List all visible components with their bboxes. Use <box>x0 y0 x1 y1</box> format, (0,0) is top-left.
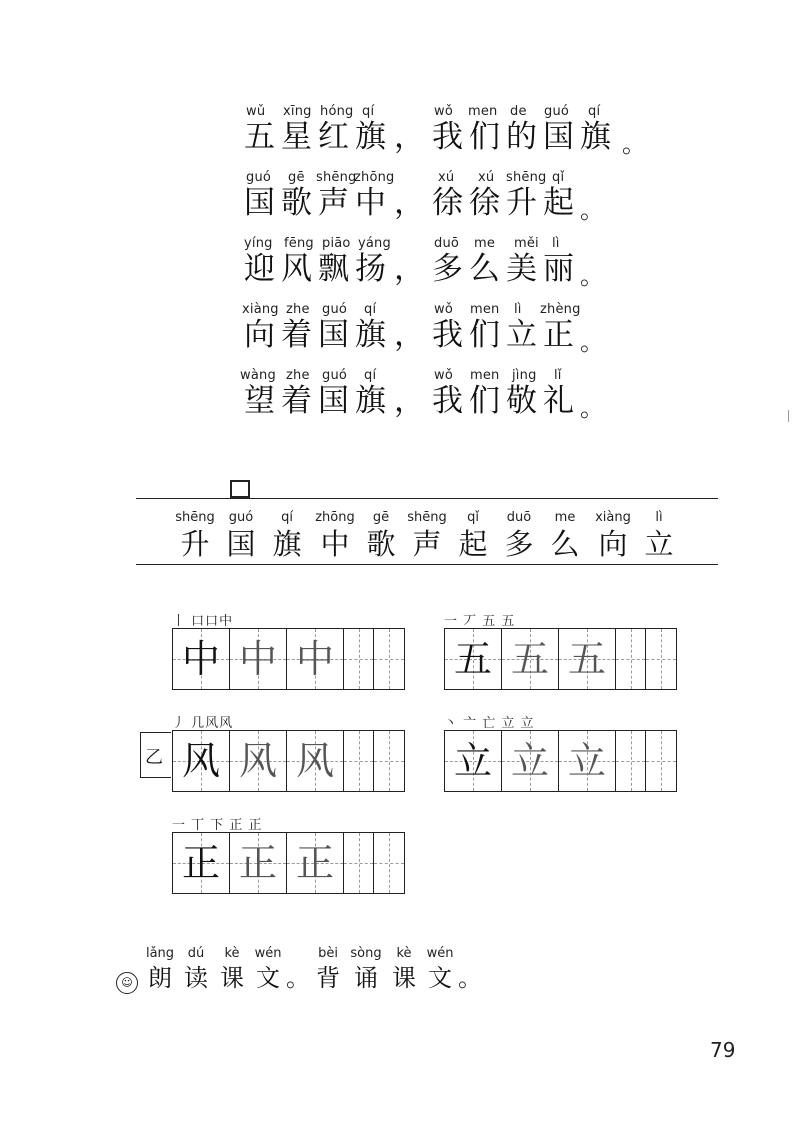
trace-char: 五 <box>510 637 549 681</box>
grid-cell-empty[interactable] <box>646 629 676 689</box>
stroke-order: 一 丆 五 五 <box>444 614 516 629</box>
poem-line <box>238 104 646 170</box>
pinyin: guó <box>246 170 272 185</box>
pinyin: guó <box>322 302 348 317</box>
grid-cell <box>230 731 287 791</box>
divider <box>136 498 718 499</box>
comma: ， <box>394 317 425 353</box>
grid-cell <box>559 629 616 689</box>
vocab-item <box>404 510 450 560</box>
stroke-order: 丨 口口中 <box>172 614 234 629</box>
vocab-item <box>172 510 218 560</box>
pinyin: qí <box>588 104 601 119</box>
comma: ， <box>394 185 425 221</box>
pinyin: yíng <box>244 236 273 251</box>
trace-char: 中 <box>295 637 334 681</box>
pinyin: me <box>554 510 576 525</box>
poem-line <box>238 170 638 236</box>
read-item <box>252 946 284 992</box>
hanzi-phrase: 迎风飘扬 <box>244 251 392 287</box>
radical: 乙 <box>145 747 163 768</box>
pinyin: shēng <box>175 510 215 525</box>
pinyin: fēng <box>284 236 314 251</box>
hanzi: 文 <box>256 964 280 992</box>
pinyin: qǐ <box>552 170 565 185</box>
pinyin: měi <box>514 236 539 251</box>
read-item <box>350 946 382 992</box>
comma: ， <box>394 251 425 287</box>
vocab-item <box>358 510 404 560</box>
period: 。 <box>580 394 604 422</box>
pinyin: qí <box>281 510 293 525</box>
divider <box>136 564 718 565</box>
grid-cell <box>230 629 287 689</box>
pinyin: piāo <box>322 236 351 251</box>
pinyin: de <box>510 104 527 119</box>
vocab-item <box>450 510 496 560</box>
hanzi: 文 <box>428 964 452 992</box>
grid-cell-empty[interactable] <box>374 731 404 791</box>
pinyin: qǐ <box>467 510 479 525</box>
pinyin: zhe <box>286 302 310 317</box>
model-char: 立 <box>453 739 492 783</box>
model-char: 五 <box>453 637 492 681</box>
grid-cell <box>559 731 616 791</box>
vocab-item <box>264 510 310 560</box>
pinyin: wǒ <box>434 104 453 119</box>
grid-cell <box>445 629 502 689</box>
pinyin: bèi <box>318 946 338 961</box>
hanzi: 起 <box>458 527 488 561</box>
tianzi-grid <box>172 628 405 690</box>
vocab-item <box>590 510 636 560</box>
pinyin: guó <box>322 368 348 383</box>
grid-cell <box>287 731 344 791</box>
hanzi-phrase: 我们的国旗 <box>432 119 617 155</box>
hanzi: 课 <box>392 964 416 992</box>
pinyin: wǒ <box>434 302 453 317</box>
model-char: 风 <box>181 739 220 783</box>
read-aloud-icon: ☺ <box>116 972 138 994</box>
pinyin: qí <box>362 104 375 119</box>
read-item <box>454 946 486 992</box>
poem <box>238 104 646 434</box>
model-char: 中 <box>181 637 220 681</box>
hanzi: 朗 <box>148 964 172 992</box>
grid-cell-empty[interactable] <box>646 731 676 791</box>
pinyin: gē <box>288 170 305 185</box>
hanzi: 么 <box>550 527 580 561</box>
pinyin: wén <box>426 946 454 961</box>
grid-cell <box>173 629 230 689</box>
poem-line <box>238 236 638 302</box>
pinyin: shēng <box>316 170 357 185</box>
pinyin: xiàng <box>595 510 631 525</box>
pinyin: kè <box>224 946 240 961</box>
stroke-order: 丶 亠 亡 立 立 <box>444 716 535 731</box>
pinyin: hóng <box>320 104 354 119</box>
poem-line <box>238 368 638 434</box>
hanzi: 多 <box>504 527 534 561</box>
pinyin: wǔ <box>246 104 266 119</box>
pinyin: xú <box>438 170 455 185</box>
trace-char: 五 <box>567 637 606 681</box>
hanzi: 立 <box>644 527 674 561</box>
pinyin: shēng <box>407 510 447 525</box>
poem-line <box>238 302 638 368</box>
pinyin: shēng <box>506 170 547 185</box>
grid-cell <box>502 629 559 689</box>
hanzi: 升 <box>180 527 210 561</box>
pinyin: lǎng <box>145 946 175 961</box>
hanzi-phrase: 国歌声中 <box>244 185 392 221</box>
pinyin: duō <box>506 510 532 525</box>
vocab-item <box>496 510 542 560</box>
grid-cell <box>230 833 287 893</box>
pinyin: me <box>474 236 496 251</box>
pinyin: jìng <box>512 368 537 383</box>
read-item <box>216 946 248 992</box>
pinyin <box>282 946 314 964</box>
tianzi-grid <box>444 628 677 690</box>
hanzi: 旗 <box>272 527 302 561</box>
read-item <box>282 946 314 992</box>
pinyin: yáng <box>358 236 391 251</box>
read-item <box>312 946 344 992</box>
pinyin: qí <box>364 368 377 383</box>
tianzi-grid <box>444 730 677 792</box>
period: 。 <box>580 328 604 356</box>
grid-cell-empty[interactable] <box>344 731 374 791</box>
period: 。 <box>622 130 646 158</box>
pinyin: zhōng <box>315 510 355 525</box>
tianzi-grid <box>172 730 405 792</box>
page-number: 79 <box>710 1038 736 1062</box>
read-item <box>388 946 420 992</box>
hanzi-phrase: 徐徐升起 <box>432 185 580 221</box>
trace-char: 立 <box>510 739 549 783</box>
grid-cell <box>287 629 344 689</box>
hanzi: 声 <box>412 527 442 561</box>
pinyin: zhèng <box>540 302 581 317</box>
hanzi-phrase: 望着国旗 <box>244 383 392 419</box>
tianzi-grid <box>172 832 405 894</box>
grid-cell-empty[interactable] <box>374 629 404 689</box>
pinyin: dú <box>187 946 205 961</box>
trace-char: 中 <box>238 637 277 681</box>
pinyin: qí <box>364 302 377 317</box>
grid-cell-empty[interactable] <box>344 629 374 689</box>
pinyin: men <box>470 368 500 383</box>
vocab-item <box>542 510 588 560</box>
grid-cell-empty[interactable] <box>344 833 374 893</box>
hanzi: 中 <box>320 527 350 561</box>
grid-cell-empty[interactable] <box>616 629 646 689</box>
hanzi-phrase: 我们敬礼 <box>432 383 580 419</box>
pinyin: gē <box>372 510 390 525</box>
period: 。 <box>580 262 604 290</box>
pinyin <box>454 946 486 964</box>
pinyin: duō <box>434 236 460 251</box>
vocab-item <box>312 510 358 560</box>
comma: ， <box>394 383 425 419</box>
pinyin: zhōng <box>354 170 395 185</box>
comma: ， <box>394 119 425 155</box>
pinyin: xiàng <box>242 302 279 317</box>
read-item <box>180 946 212 992</box>
pinyin: men <box>468 104 498 119</box>
hanzi: 歌 <box>366 527 396 561</box>
pinyin: sòng <box>350 946 382 961</box>
pinyin: wén <box>254 946 282 961</box>
pinyin: guó <box>544 104 570 119</box>
margin-mark <box>788 410 789 422</box>
pinyin: lì <box>655 510 663 525</box>
hanzi-phrase: 我们立正 <box>432 317 580 353</box>
vocab-item <box>636 510 682 560</box>
grid-cell <box>173 833 230 893</box>
read-item <box>144 946 176 992</box>
hanzi: 诵 <box>354 964 378 992</box>
pinyin: xú <box>478 170 495 185</box>
hanzi: 课 <box>220 964 244 992</box>
pinyin: kè <box>396 946 412 961</box>
period: 。 <box>458 964 482 992</box>
stroke-order: 丿 几风风 <box>172 716 234 731</box>
hanzi: 背 <box>316 964 340 992</box>
hanzi-phrase: 多么美丽 <box>432 251 580 287</box>
hanzi: 读 <box>184 964 208 992</box>
model-char: 正 <box>181 841 220 885</box>
trace-char: 正 <box>295 841 334 885</box>
grid-cell <box>445 731 502 791</box>
trace-char: 风 <box>295 739 334 783</box>
pinyin: wǒ <box>434 368 453 383</box>
square-box-icon <box>230 480 250 499</box>
period: 。 <box>580 196 604 224</box>
grid-cell-empty[interactable] <box>616 731 646 791</box>
pinyin: men <box>470 302 500 317</box>
pinyin: xīng <box>283 104 312 119</box>
pinyin: guó <box>228 510 254 525</box>
hanzi: 国 <box>226 527 256 561</box>
pinyin: lì <box>514 302 522 317</box>
read-item <box>424 946 456 992</box>
period: 。 <box>286 964 310 992</box>
grid-cell <box>173 731 230 791</box>
pinyin: wàng <box>240 368 276 383</box>
pinyin: lǐ <box>554 368 562 383</box>
hanzi-phrase: 向着国旗 <box>244 317 392 353</box>
vocab-item <box>218 510 264 560</box>
pinyin: zhe <box>286 368 310 383</box>
grid-cell <box>502 731 559 791</box>
grid-cell <box>287 833 344 893</box>
hanzi: 向 <box>598 527 628 561</box>
trace-char: 正 <box>238 841 277 885</box>
pinyin: lì <box>552 236 560 251</box>
stroke-order: 一 丅 下 正 正 <box>172 818 263 833</box>
trace-char: 立 <box>567 739 606 783</box>
hanzi-phrase: 五星红旗 <box>244 119 392 155</box>
grid-cell-empty[interactable] <box>374 833 404 893</box>
trace-char: 风 <box>238 739 277 783</box>
